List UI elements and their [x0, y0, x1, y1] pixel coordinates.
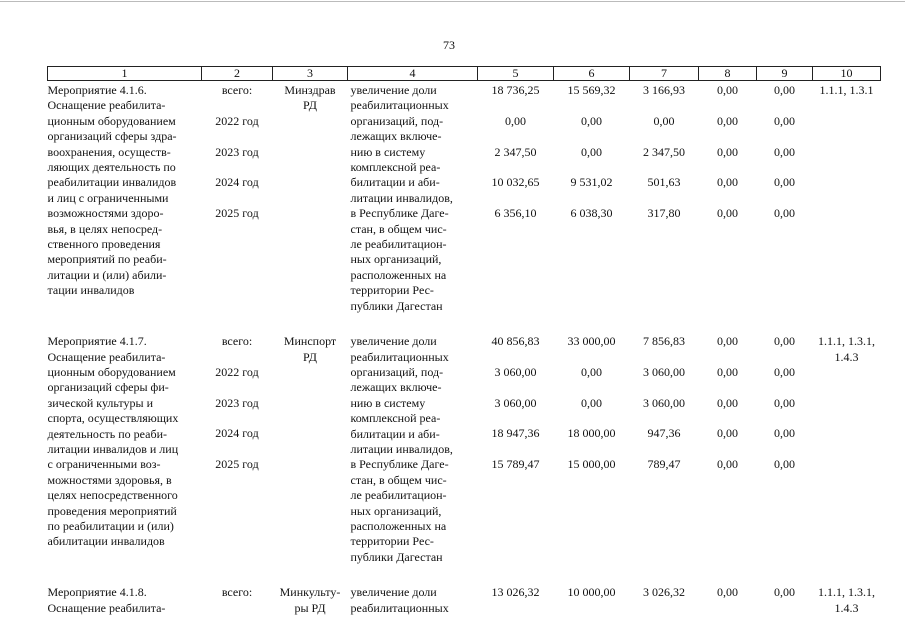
amount-value: 0,00: [774, 206, 795, 221]
executor-cell: [273, 332, 348, 565]
amount-value: 40 856,83: [491, 334, 540, 349]
amount-value: 3 026,32: [643, 585, 685, 600]
scan-edge-line: [0, 1, 905, 2]
amount-value: 3 060,00: [643, 364, 685, 379]
amount-value: 0,00: [581, 395, 602, 410]
period-cell: [202, 332, 273, 565]
amount-value: 0,00: [717, 426, 738, 441]
amount-value: 0,00: [581, 113, 602, 128]
amount-value: 2 347,50: [643, 144, 685, 159]
measure-row: [48, 332, 881, 565]
period-label: 2023 год: [215, 395, 259, 410]
measure-name-line: ционным оборудованием: [47, 113, 176, 128]
row-spacer: [48, 565, 881, 583]
measure-name-line: ционным оборудованием: [47, 364, 176, 379]
amount-value: 0,00: [717, 585, 738, 600]
amount-value: 0,00: [774, 364, 795, 379]
amount-value: 0,00: [774, 334, 795, 349]
period-label: 2024 год: [215, 175, 259, 190]
indicator-cell: [348, 583, 478, 616]
amount-value: 10 000,00: [567, 585, 616, 600]
amount-value: 6 356,10: [494, 206, 537, 221]
amount-value: 15 569,32: [567, 83, 616, 97]
measure-name-cell: [48, 81, 202, 315]
amount-value: 0,00: [505, 113, 526, 128]
amount-value: 0,00: [717, 83, 738, 97]
period-label: 2025 год: [215, 206, 259, 221]
measure-name-line: проведения мероприятий: [47, 503, 177, 518]
header-cell: 9: [757, 67, 813, 81]
measure-name-line: и лиц с ограниченными: [47, 190, 169, 205]
header-cell: 8: [699, 67, 757, 81]
amount-value: 15 789,47: [491, 457, 540, 472]
indicator-line: ле реабилитацион-: [350, 488, 447, 503]
measure-name-line: целях непосредственного: [47, 488, 178, 503]
codes-cell: [813, 332, 881, 565]
measure-name-line: ственного проведения: [47, 237, 161, 252]
executor-line: Минспорт: [283, 334, 337, 349]
indicator-line: ных организаций,: [350, 503, 442, 518]
indicator-cell: [348, 81, 478, 315]
period-label: 2024 год: [215, 426, 259, 441]
code-line: 1.4.3: [834, 600, 859, 615]
header-cell: 7: [630, 67, 699, 81]
amount-value: 0,00: [581, 364, 602, 379]
amount-value: 3 060,00: [494, 395, 537, 410]
executor-line: РД: [303, 349, 317, 364]
amount-value: 0,00: [653, 113, 675, 128]
amount-cell-c8: [699, 81, 757, 315]
amount-cell-c7: [630, 583, 699, 616]
measure-name-line: деятельность по реаби-: [47, 426, 167, 441]
period-label: 2025 год: [215, 457, 259, 472]
measure-row: [48, 583, 881, 616]
measure-name-line: литации и (или) абили-: [47, 267, 167, 282]
indicator-line: увеличение доли: [350, 334, 437, 349]
measure-name-line: воохранения, осуществ-: [47, 144, 171, 159]
period-label: 2023 год: [215, 144, 259, 159]
indicator-line: лежащих включе-: [350, 380, 442, 395]
executor-line: ры РД: [294, 600, 326, 615]
indicator-line: расположенных на: [350, 267, 447, 282]
measure-name-line: возможностями здоро-: [47, 206, 164, 221]
indicator-line: организаций, под-: [350, 364, 444, 379]
amount-cell-c5: [478, 81, 554, 315]
codes-cell: [813, 81, 881, 315]
measure-name-cell: [48, 583, 202, 616]
indicator-line: билитации и аби-: [350, 426, 440, 441]
indicator-line: комплексной реа-: [350, 411, 441, 426]
amount-value: 6 038,30: [570, 206, 613, 221]
period-label: всего:: [221, 585, 253, 600]
amount-value: 0,00: [774, 395, 795, 410]
amount-value: 13 026,32: [491, 585, 540, 600]
amount-value: 0,00: [717, 334, 738, 349]
amount-value: 18 000,00: [567, 426, 616, 441]
amount-cell-c6: [554, 583, 630, 616]
indicator-line: территории Рес-: [350, 283, 434, 298]
indicator-line: реабилитационных: [350, 600, 449, 615]
header-cell: 4: [348, 67, 478, 81]
header-cell: 10: [813, 67, 881, 81]
measure-name-line: вья, в целях непосред-: [47, 221, 163, 236]
code-line: 1.4.3: [834, 349, 859, 364]
measure-name-line: Оснащение реабилита-: [47, 600, 166, 615]
indicator-line: нию в систему: [350, 395, 426, 410]
amount-value: 9 531,02: [570, 175, 613, 190]
indicator-line: публики Дагестан: [350, 549, 443, 564]
amount-cell-c9: [757, 332, 813, 565]
measure-name-line: можностями здоровья, в: [47, 472, 172, 487]
measure-name-line: Мероприятие 4.1.8.: [47, 585, 147, 600]
column-number-header: [48, 67, 881, 81]
indicator-line: в Республике Даге-: [350, 457, 449, 472]
measure-name-line: тации инвалидов: [47, 283, 135, 298]
amount-cell-c8: [699, 332, 757, 565]
header-cell: 2: [202, 67, 273, 81]
amount-value: 789,47: [647, 457, 681, 472]
indicator-line: ле реабилитацион-: [350, 237, 447, 252]
executor-line: Минкульту-: [279, 585, 341, 600]
period-cell: [202, 583, 273, 616]
program-table: [47, 66, 881, 616]
amount-cell-c8: [699, 583, 757, 616]
amount-value: 3 060,00: [494, 364, 537, 379]
period-label: 2022 год: [215, 364, 259, 379]
amount-value: 18 947,36: [491, 426, 540, 441]
indicator-line: литации инвалидов,: [350, 190, 453, 205]
measure-name-line: спорта, осуществляющих: [47, 411, 179, 426]
header-cell: 3: [273, 67, 348, 81]
indicator-line: лежащих включе-: [350, 129, 442, 144]
indicator-line: организаций, под-: [350, 113, 444, 128]
indicator-line: литации инвалидов,: [350, 441, 453, 456]
amount-value: 0,00: [774, 457, 795, 472]
code-line: 1.1.1, 1.3.1: [819, 83, 874, 97]
measure-name-cell: [48, 332, 202, 565]
amount-value: 947,36: [647, 426, 681, 441]
measure-name-line: организаций сферы здра-: [47, 129, 177, 144]
indicator-line: публики Дагестан: [350, 298, 443, 313]
period-cell: [202, 81, 273, 315]
executor-cell: [273, 81, 348, 315]
amount-value: 0,00: [774, 426, 795, 441]
measure-name-line: Мероприятие 4.1.6.: [47, 83, 147, 97]
amount-value: 0,00: [774, 144, 795, 159]
period-label: 2022 год: [215, 113, 259, 128]
amount-cell-c5: [478, 332, 554, 565]
measure-name-line: абилитации инвалидов: [47, 534, 165, 549]
amount-value: 3 060,00: [643, 395, 685, 410]
period-label: всего:: [221, 83, 253, 97]
indicator-line: ных организаций,: [350, 252, 442, 267]
row-spacer: [48, 314, 881, 332]
indicator-line: расположенных на: [350, 518, 447, 533]
amount-value: 15 000,00: [567, 457, 616, 472]
amount-value: 0,00: [717, 113, 738, 128]
measure-name-line: Оснащение реабилита-: [47, 349, 166, 364]
indicator-line: в Республике Даге-: [350, 206, 449, 221]
amount-value: 0,00: [717, 457, 738, 472]
amount-value: 317,80: [647, 206, 681, 221]
amount-value: 10 032,65: [491, 175, 540, 190]
amount-value: 0,00: [717, 206, 738, 221]
header-cell: 5: [478, 67, 554, 81]
measure-name-line: ляющих деятельность по: [47, 160, 176, 175]
indicator-line: увеличение доли: [350, 83, 437, 97]
indicator-line: увеличение доли: [350, 585, 437, 600]
executor-line: Минздрав: [284, 83, 336, 97]
measure-name-line: Мероприятие 4.1.7.: [47, 334, 147, 349]
amount-value: 0,00: [774, 585, 795, 600]
indicator-line: нию в систему: [350, 144, 426, 159]
codes-cell: [813, 583, 881, 616]
measure-name-line: Оснащение реабилита-: [47, 98, 166, 113]
amount-value: 501,63: [647, 175, 681, 190]
code-line: 1.1.1, 1.3.1,: [818, 585, 875, 600]
measure-name-line: литации инвалидов и лиц: [47, 441, 179, 456]
indicator-line: комплексной реа-: [350, 160, 441, 175]
amount-value: 33 000,00: [567, 334, 616, 349]
amount-value: 7 856,83: [643, 334, 685, 349]
amount-value: 2 347,50: [494, 144, 537, 159]
measure-name-line: по реабилитации и (или): [47, 518, 174, 533]
measure-name-line: с ограниченными воз-: [47, 457, 161, 472]
measure-name-line: зической культуры и: [47, 395, 153, 410]
amount-value: 0,00: [717, 175, 738, 190]
amount-value: 0,00: [774, 113, 795, 128]
amount-value: 0,00: [581, 144, 602, 159]
amount-value: 0,00: [717, 395, 738, 410]
amount-value: 0,00: [774, 83, 795, 97]
indicator-line: реабилитационных: [350, 98, 449, 113]
amount-value: 0,00: [717, 364, 738, 379]
amount-cell-c5: [478, 583, 554, 616]
amount-cell-c7: [630, 332, 699, 565]
header-cell: 1: [48, 67, 202, 81]
indicator-line: стан, в общем чис-: [350, 472, 447, 487]
code-line: 1.1.1, 1.3.1,: [818, 334, 875, 349]
measure-name-line: мероприятий по реаби-: [47, 252, 167, 267]
indicator-line: реабилитационных: [350, 349, 449, 364]
executor-cell: [273, 583, 348, 616]
page-number: 73: [443, 38, 455, 52]
indicator-line: стан, в общем чис-: [350, 221, 447, 236]
period-label: всего:: [221, 334, 253, 349]
amount-value: 0,00: [717, 144, 738, 159]
measure-row: [48, 81, 881, 315]
amount-cell-c9: [757, 81, 813, 315]
indicator-line: территории Рес-: [350, 534, 434, 549]
amount-value: 3 166,93: [643, 83, 685, 97]
indicator-line: билитации и аби-: [350, 175, 440, 190]
amount-cell-c6: [554, 332, 630, 565]
amount-cell-c9: [757, 583, 813, 616]
header-cell: 6: [554, 67, 630, 81]
amount-cell-c7: [630, 81, 699, 315]
executor-line: РД: [303, 98, 317, 113]
measure-name-line: реабилитации инвалидов: [47, 175, 177, 190]
amount-value: 0,00: [774, 175, 795, 190]
indicator-cell: [348, 332, 478, 565]
amount-cell-c6: [554, 81, 630, 315]
measure-name-line: организаций сферы фи-: [47, 380, 169, 395]
amount-value: 18 736,25: [491, 83, 540, 97]
